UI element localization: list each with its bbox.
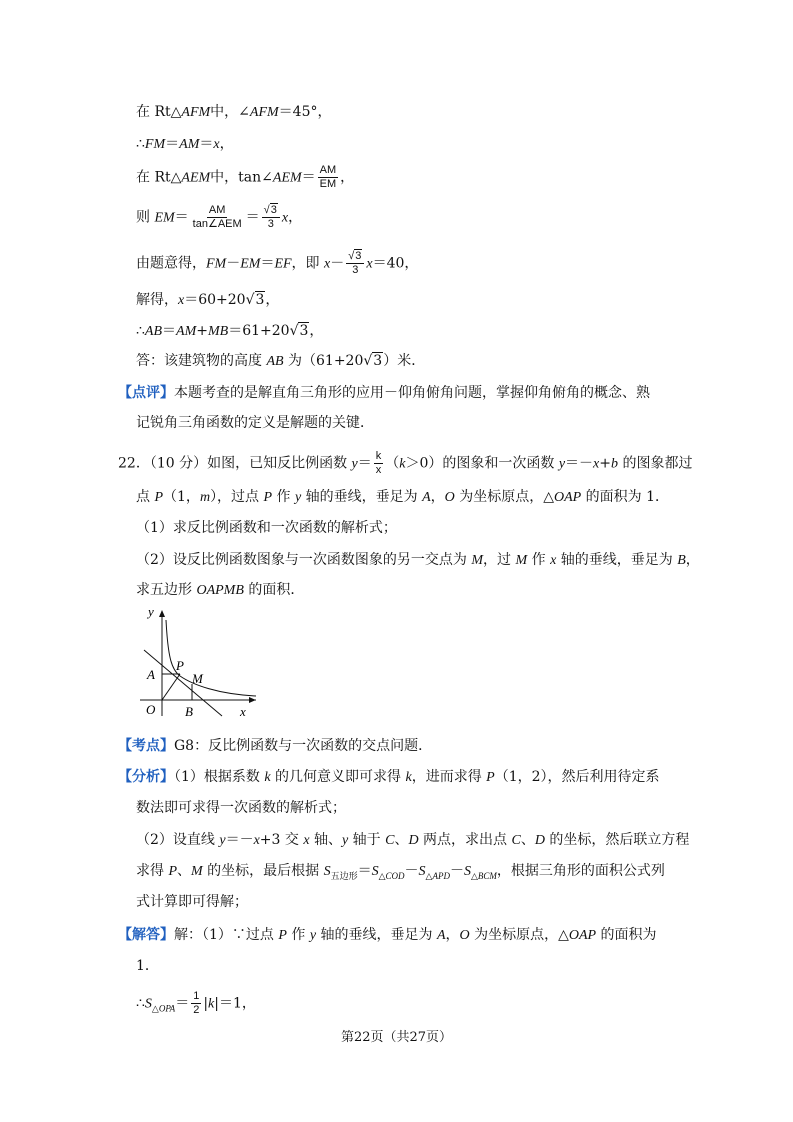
subscript: △OPA	[151, 1003, 176, 1014]
text: 答：该建筑物的高度	[136, 353, 267, 369]
math-var: P	[278, 928, 287, 943]
math-var: A	[436, 928, 446, 943]
sqrt: √3	[263, 204, 277, 216]
math-var: EF	[274, 256, 292, 272]
math-var: A	[422, 490, 431, 505]
label-a: A	[147, 667, 155, 682]
line-fm-em-ef	[136, 250, 418, 277]
line-answer	[136, 351, 425, 372]
text: 作	[272, 489, 295, 505]
numerator: AM	[319, 164, 337, 176]
math-var: OAP	[568, 928, 597, 943]
function-graph	[138, 604, 262, 722]
text: ＝	[199, 136, 214, 152]
fraction	[191, 990, 201, 1017]
line-q22-cont	[136, 487, 669, 508]
math-var: EM	[154, 210, 175, 226]
denominator: EM	[319, 178, 337, 190]
numerator: k	[375, 450, 382, 462]
line-q22-part2	[136, 550, 700, 571]
math-var: P	[486, 770, 495, 785]
text: 中，∠	[210, 104, 250, 120]
text: 数法即可求得一次函数的解析式；	[136, 800, 346, 816]
line-q22	[118, 450, 692, 477]
math-var: FM	[144, 137, 166, 152]
line-kaodian	[118, 736, 432, 756]
math-var: AB	[144, 324, 163, 339]
text: 的坐标，然后联立方程	[544, 832, 690, 848]
text: （2）设反比例函数图象与一次函数图象的另一交点为	[136, 552, 472, 568]
text: ∴	[136, 323, 145, 339]
page-footer: 第22页（共27页）	[340, 1030, 453, 1045]
text: 在 Rt△	[136, 104, 182, 120]
denominator: x	[375, 464, 382, 476]
x-axis-arrow	[249, 697, 256, 703]
math-var: S	[323, 864, 331, 879]
math-var: k	[208, 996, 215, 1012]
math-var: AFM	[249, 105, 279, 120]
text: 1．	[136, 958, 159, 974]
subscript: △APD	[425, 870, 450, 881]
text: 为坐标原点，△	[454, 489, 555, 505]
text: 、	[520, 832, 535, 848]
sqrt: √3	[289, 323, 309, 339]
label-p: P	[176, 658, 184, 673]
text: 、	[177, 863, 192, 879]
text: 的面积．	[243, 582, 305, 598]
math-var: x	[593, 456, 600, 472]
line-fenxi-cont	[136, 798, 346, 818]
text: ＝	[260, 255, 275, 272]
math-var: O	[444, 490, 455, 505]
math-var: B	[677, 553, 686, 568]
kaodian-label: 【考点】	[118, 738, 174, 754]
text: 两点，求出点	[418, 832, 512, 848]
label-y: y	[148, 604, 154, 619]
text: 求五边形	[136, 582, 197, 598]
math-var: x	[550, 553, 557, 568]
math-var: x	[213, 137, 220, 152]
radicand: 3	[373, 353, 383, 369]
text: ，	[265, 292, 280, 308]
math-var: D	[408, 833, 419, 848]
text: 作	[527, 552, 551, 568]
fraction	[374, 450, 384, 477]
math-var: AEM	[272, 170, 302, 186]
math-var: MB	[207, 324, 229, 339]
text: +3 交	[259, 832, 304, 848]
label-o: O	[146, 702, 156, 717]
text: 解：（1）∵过点	[174, 927, 279, 943]
jieda-label: 【解答】	[118, 927, 174, 943]
label-b: B	[185, 704, 193, 719]
text: 则	[136, 209, 155, 226]
text: 的面积为 1．	[581, 489, 670, 505]
text: ＝－	[565, 455, 594, 472]
math-var: AM	[179, 137, 200, 152]
text: ，根据三角形的面积公式列	[496, 863, 665, 879]
math-var: FM	[206, 256, 227, 272]
line-review-cont	[136, 413, 374, 433]
math-var: y	[294, 490, 302, 505]
math-var: y	[342, 833, 349, 848]
math-var: x	[303, 833, 310, 848]
text: 为（61+20	[283, 353, 364, 369]
math-var: y	[351, 456, 358, 472]
text: ＝45°，	[278, 104, 332, 120]
text: +	[599, 455, 611, 472]
math-var: k	[405, 770, 412, 785]
text: 为坐标原点，△	[469, 927, 569, 943]
review-label: 【点评】	[118, 385, 174, 401]
text: －	[404, 863, 419, 879]
math-var: y	[219, 833, 226, 848]
text: ＝60+20	[184, 292, 246, 308]
text: 的几何意义即可求得	[270, 769, 406, 785]
line-solve-x	[136, 290, 279, 311]
math-var: m	[199, 490, 211, 505]
radicand: 3	[299, 323, 309, 339]
text: （1，	[163, 489, 200, 505]
math-var: OAPMB	[196, 583, 244, 598]
math-var: x	[366, 256, 373, 272]
text: 轴的垂线，垂足为	[556, 552, 678, 568]
text: +	[196, 323, 208, 339]
sqrt: √3	[245, 292, 265, 308]
label-x: x	[240, 704, 246, 719]
text: ＝	[357, 455, 372, 472]
text: ＝	[245, 209, 260, 226]
math-var: S	[144, 996, 152, 1012]
text: 作	[286, 927, 310, 943]
text: ＝	[165, 136, 180, 152]
text: 的坐标，最后根据	[202, 863, 324, 879]
math-var: O	[459, 928, 470, 943]
math-var: k	[264, 770, 271, 785]
math-var: OAP	[554, 490, 582, 505]
text: ，	[340, 169, 355, 186]
math-var: P	[154, 490, 164, 505]
text: 记锐角三角函数的定义是解题的关键．	[136, 415, 374, 431]
text: ，	[309, 323, 324, 339]
subscript: △BCM	[470, 870, 497, 881]
text: |	[203, 995, 209, 1012]
line-rt-afm	[136, 102, 331, 123]
text: ，即	[291, 255, 324, 272]
radicand: 3	[255, 292, 265, 308]
line-fenxi-2-cont	[136, 861, 665, 887]
y-axis-arrow	[159, 610, 165, 617]
text: 解得，	[136, 292, 178, 308]
text: ＝	[162, 323, 177, 339]
fraction	[346, 250, 364, 277]
text: ，	[445, 927, 460, 943]
radicand: 3	[270, 204, 277, 216]
math-var: AFM	[181, 105, 211, 120]
text: 轴的垂线，垂足为	[301, 489, 423, 505]
math-var: x	[281, 210, 289, 226]
text: ＝	[175, 995, 190, 1012]
text: ∴	[136, 136, 145, 152]
fraction	[318, 164, 339, 191]
line-fenxi-2-end	[136, 892, 248, 912]
text: 由题意得，	[136, 255, 206, 272]
text: ，进而求得	[411, 769, 487, 785]
denominator: tan∠AEM	[192, 218, 242, 230]
line-jieda-cont	[136, 956, 159, 976]
math-var: C	[385, 833, 395, 848]
fraction	[191, 204, 244, 231]
text: ＞0）的图象和一次函数	[405, 455, 559, 472]
line-ab	[136, 321, 323, 342]
math-var: x	[178, 293, 185, 308]
subscript: 五边形	[330, 871, 358, 882]
text: （1，2），然后利用待定系	[494, 769, 660, 785]
line-fenxi	[118, 767, 660, 788]
math-var: S	[463, 864, 471, 879]
math-var: C	[511, 833, 521, 848]
line-fm-am	[136, 134, 234, 155]
math-var: S	[418, 864, 426, 879]
text: （2）设直线	[136, 832, 220, 848]
math-var: y	[558, 456, 566, 472]
denominator: 3	[267, 218, 274, 230]
text: （1）根据系数	[174, 769, 265, 785]
text: ＝	[301, 169, 316, 186]
numerator	[346, 250, 364, 264]
text: 中，tan∠	[210, 169, 273, 186]
numerator: AM	[208, 204, 226, 216]
text: 、	[394, 832, 409, 848]
fenxi-label: 【分析】	[118, 769, 174, 785]
text: ，	[219, 136, 234, 152]
text: ＝	[357, 863, 372, 879]
math-var: y	[309, 928, 317, 943]
math-var: M	[515, 553, 528, 568]
text: －	[226, 255, 241, 272]
line-jieda	[118, 925, 657, 946]
text: 式计算即可得解；	[136, 894, 248, 910]
text: 22．（10 分）如图，已知反比例函数	[118, 455, 352, 472]
math-var: b	[611, 456, 618, 472]
text: ，	[685, 552, 700, 568]
text: （	[385, 455, 400, 472]
math-var: x	[324, 256, 331, 272]
radicand: 3	[355, 250, 362, 262]
text: ，	[430, 489, 445, 505]
math-var: D	[534, 833, 545, 848]
sqrt: √3	[348, 250, 362, 262]
math-var: EM	[240, 256, 261, 272]
fraction	[262, 204, 280, 231]
denominator: 2	[193, 1004, 200, 1016]
numerator: 1	[193, 990, 200, 1002]
math-var: P	[168, 864, 178, 879]
text: ＝－	[225, 832, 254, 848]
line-review	[118, 383, 650, 403]
text: 轴、	[309, 832, 343, 848]
text: ，过	[483, 552, 516, 568]
text: ＝40，	[372, 255, 419, 272]
text: －	[449, 863, 464, 879]
text: 点	[136, 489, 155, 505]
text: ∴	[136, 995, 145, 1012]
line-area-opa	[136, 990, 256, 1018]
text: 轴于	[348, 832, 386, 848]
text: ＝	[174, 209, 189, 226]
text: 的图象都过	[618, 455, 693, 472]
line-q22-part2-cont	[136, 580, 304, 601]
math-var: AB	[266, 354, 284, 369]
text: G8：反比例函数与一次函数的交点问题．	[174, 738, 433, 754]
math-var: P	[263, 490, 273, 505]
text: 本题考查的是解直角三角形的应用－仰角俯角问题，掌握仰角俯角的概念、熟	[174, 385, 650, 401]
sqrt: √3	[363, 353, 383, 369]
text: 求得	[136, 863, 169, 879]
text: 轴的垂线，垂足为	[316, 927, 437, 943]
math-var: S	[371, 864, 379, 879]
math-var: AEM	[181, 170, 211, 186]
text: （1）求反比例函数和一次函数的解析式；	[136, 520, 397, 536]
label-m: M	[192, 671, 203, 686]
denominator: 3	[352, 264, 359, 276]
text: ＝61+20	[228, 323, 290, 339]
math-var: x	[253, 833, 260, 848]
text: ，	[288, 209, 303, 226]
math-var: M	[191, 864, 203, 879]
line-rt-aem	[136, 164, 354, 191]
subscript: △COD	[378, 870, 405, 881]
numerator	[262, 204, 280, 218]
line-em	[136, 204, 302, 231]
text: 的面积为	[596, 927, 657, 943]
math-var: M	[471, 553, 484, 568]
text: ）米．	[383, 353, 426, 369]
text: －	[330, 255, 345, 272]
line-q22-part1	[136, 518, 397, 538]
segment-op	[162, 674, 180, 700]
text: ），过点	[210, 489, 264, 505]
math-var: AM	[176, 324, 197, 339]
text: 在 Rt△	[136, 169, 182, 186]
text: |＝1，	[214, 995, 256, 1012]
line-fenxi-2	[136, 830, 689, 851]
math-var: k	[399, 456, 406, 472]
